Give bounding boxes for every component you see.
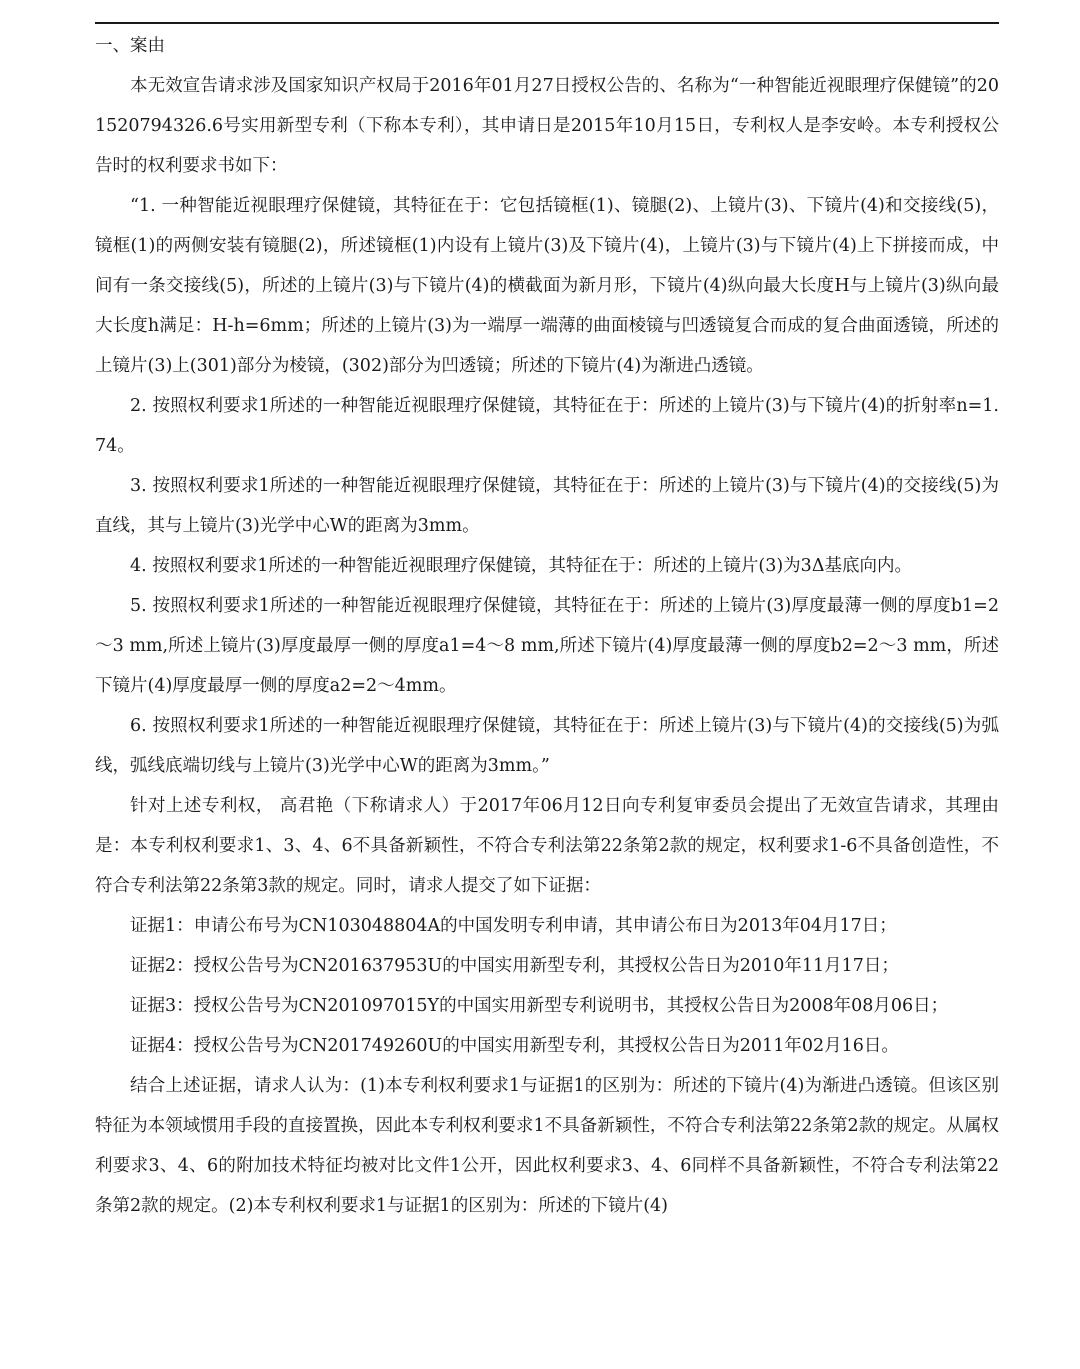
paragraph-claim-4: 4. 按照权利要求1所述的一种智能近视眼理疗保健镜，其特征在于：所述的上镜片(3)为3Δ基底向内。: [130, 556, 912, 576]
evidence-item-2: 证据2：授权公告号为CN201637953U的中国实用新型专利，其授权公告日为2010年11月17日；: [130, 956, 899, 976]
paragraph-claim-6: 6. 按照权利要求1所述的一种智能近视眼理疗保健镜，其特征在于：所述上镜片(3)与下镜片(4)的交接线(5)为弧线，弧线底端切线与上镜片(3)光学中心W的距离为3mm。”: [95, 716, 999, 776]
paragraph-claim-2: 2. 按照权利要求1所述的一种智能近视眼理疗保健镜，其特征在于：所述的上镜片(3)与下镜片(4)的折射率n=1.74。: [95, 396, 999, 456]
section-heading: 一、案由: [95, 36, 165, 56]
paragraph-claim-1: “1. 一种智能近视眼理疗保健镜，其特征在于：它包括镜框(1)、镜腿(2)、上镜片(3)、下镜片(4)和交接线(5)，镜框(1)的两侧安装有镜腿(2)，所述镜框(1)内设有上镜片(3)及下镜片(4)，上镜片(3)与下镜片(4)上下拼接而成，中间有一条交接线(5)，所述的上镜片(3)与下镜片(4)的横截面为新月形，下镜片(4)纵向最大长度H与上镜片(3)纵向最大长度h满足：H-h=6mm；所述的上镜片(3)为一端厚一端薄的曲面棱镜与凹透镜复合而成的复合曲面透镜，所述的上镜片(3)上(301)部分为棱镜，(302)部分为凹透镜；所述的下镜片(4)为渐进凸透镜。: [95, 196, 999, 376]
paragraph-request: 针对上述专利权， 高君艳（下称请求人）于2017年06月12日向专利复审委员会提出了无效宣告请求，其理由是：本专利权利要求1、3、4、6不具备新颖性，不符合专利法第22条第2款的规定，权利要求1-6不具备创造性，不符合专利法第22条第3款的规定。同时，请求人提交了如下证据：: [95, 796, 999, 896]
evidence-item-4: 证据4：授权公告号为CN201749260U的中国实用新型专利，其授权公告日为2011年02月16日。: [130, 1036, 899, 1056]
evidence-item-3: 证据3：授权公告号为CN201097015Y的中国实用新型专利说明书，其授权公告日为2008年08月06日；: [130, 996, 949, 1016]
paragraph-argument: 结合上述证据，请求人认为：(1)本专利权利要求1与证据1的区别为：所述的下镜片(4)为渐进凸透镜。但该区别特征为本领域惯用手段的直接置换，因此本专利权利要求1不具备新颖性，不符合专利法第22条第2款的规定。从属权利要求3、4、6的附加技术特征均被对比文件1公开，因此权利要求3、4、6同样不具备新颖性，不符合专利法第22条第2款的规定。(2)本专利权利要求1与证据1的区别为：所述的下镜片(4): [95, 1076, 999, 1216]
header-rule: [95, 22, 999, 24]
paragraph-case-intro: 本无效宣告请求涉及国家知识产权局于2016年01月27日授权公告的、名称为“一种智能近视眼理疗保健镜”的201520794326.6号实用新型专利（下称本专利），其申请日是2015年10月15日，专利权人是李安岭。本专利授权公告时的权利要求书如下：: [95, 76, 999, 176]
paragraph-claim-3: 3. 按照权利要求1所述的一种智能近视眼理疗保健镜，其特征在于：所述的上镜片(3)与下镜片(4)的交接线(5)为直线，其与上镜片(3)光学中心W的距离为3mm。: [95, 476, 999, 536]
evidence-item-1: 证据1：申请公布号为CN103048804A的中国发明专利申请，其申请公布日为2013年04月17日；: [130, 916, 897, 936]
document-body: [95, 26, 999, 1226]
paragraph-claim-5: 5. 按照权利要求1所述的一种智能近视眼理疗保健镜，其特征在于：所述的上镜片(3)厚度最薄一侧的厚度b1=2～3 mm,所述上镜片(3)厚度最厚一侧的厚度a1=4～8 mm,所述下镜片(4)厚度最薄一侧的厚度b2=2～3 mm，所述下镜片(4)厚度最厚一侧的厚度a2=2～4mm。: [95, 596, 999, 696]
